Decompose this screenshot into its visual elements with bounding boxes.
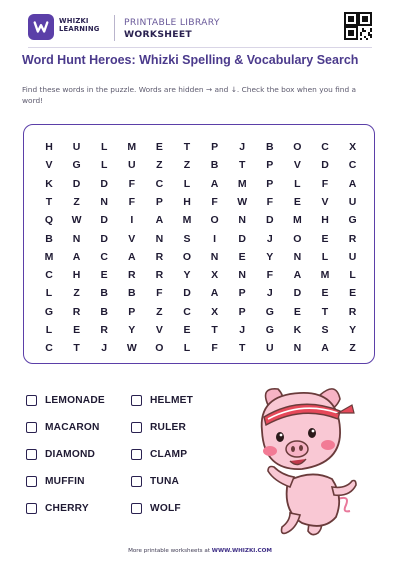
grid-letter[interactable]: L <box>100 159 108 172</box>
grid-letter[interactable]: A <box>321 342 329 355</box>
w-logo-icon <box>32 18 50 36</box>
word-label: CHERRY <box>45 502 89 514</box>
word-label: TUNA <box>150 475 180 487</box>
word-checkbox[interactable] <box>131 503 142 514</box>
qr-module <box>370 36 372 38</box>
grid-letter[interactable]: G <box>348 214 357 227</box>
grid-letter[interactable]: E <box>349 287 357 300</box>
word-label: MUFFIN <box>45 475 85 487</box>
grid-letter[interactable]: G <box>265 305 274 318</box>
grid-letter[interactable]: U <box>266 342 274 355</box>
grid-letter[interactable]: D <box>100 177 108 190</box>
word-label: MACARON <box>45 421 100 433</box>
footer-link[interactable]: WWW.WHIZKI.COM <box>211 548 272 554</box>
grid-letter[interactable]: H <box>45 141 53 153</box>
word-item <box>26 393 105 407</box>
grid-letter[interactable]: U <box>348 195 357 208</box>
grid-letter[interactable]: A <box>210 287 219 300</box>
grid-letter[interactable]: N <box>293 342 302 355</box>
grid-letter[interactable]: L <box>100 141 108 153</box>
grid-letter[interactable]: G <box>44 305 54 318</box>
grid-letter[interactable]: V <box>45 159 53 172</box>
qr-module <box>370 30 372 32</box>
grid-letter[interactable]: E <box>293 195 301 208</box>
grid-letter[interactable]: L <box>349 269 356 282</box>
footer-text: More printable worksheets at <box>128 548 210 554</box>
grid-letter[interactable]: L <box>183 177 191 190</box>
grid-letter[interactable]: K <box>293 324 302 336</box>
qr-module <box>362 16 368 22</box>
grid-letter[interactable]: X <box>349 141 357 153</box>
grid-letter[interactable]: E <box>183 324 191 336</box>
grid-letter[interactable]: B <box>266 141 274 153</box>
word-checkbox[interactable] <box>131 422 142 433</box>
grid-letter[interactable]: T <box>73 342 80 355</box>
grid-letter[interactable]: R <box>128 269 136 282</box>
word-checkbox[interactable] <box>26 503 37 514</box>
grid-letter[interactable]: X <box>211 305 219 318</box>
grid-letter[interactable]: R <box>72 305 81 318</box>
grid-letter[interactable]: F <box>156 287 163 300</box>
word-checkbox[interactable] <box>26 476 37 487</box>
grid-letter[interactable]: N <box>293 250 302 263</box>
grid-letter[interactable]: N <box>155 232 164 245</box>
word-item <box>131 474 179 488</box>
word-item <box>26 447 95 461</box>
grid-letter[interactable]: I <box>213 232 217 245</box>
grid-letter[interactable]: R <box>155 250 164 263</box>
grid-letter[interactable]: A <box>155 214 164 227</box>
grid-letter[interactable]: R <box>155 269 164 282</box>
grid-letter[interactable]: E <box>293 305 301 318</box>
grid-letter[interactable]: F <box>128 177 135 190</box>
header <box>28 12 372 44</box>
grid-letter[interactable]: S <box>321 324 329 336</box>
grid-letter[interactable]: A <box>210 177 219 190</box>
grid-letter[interactable]: A <box>348 177 357 190</box>
grid-letter[interactable]: N <box>238 269 246 282</box>
grid-letter[interactable]: H <box>321 214 329 227</box>
grid-letter[interactable]: H <box>183 195 191 208</box>
grid-letter[interactable]: J <box>239 141 246 153</box>
grid-letter[interactable]: D <box>100 232 108 245</box>
brand-line1: WHIZKI <box>59 17 89 25</box>
word-label: LEMONADE <box>45 394 105 406</box>
qr-module <box>360 34 362 36</box>
grid-letter[interactable]: V <box>293 159 301 172</box>
grid-letter[interactable]: B <box>45 232 53 245</box>
grid-letter[interactable]: F <box>321 177 329 190</box>
grid-letter[interactable]: R <box>100 324 108 336</box>
word-checkbox[interactable] <box>131 449 142 460</box>
grid-letter[interactable]: G <box>72 159 81 172</box>
grid-letter[interactable]: U <box>348 250 357 263</box>
grid-letter[interactable]: Y <box>183 269 191 282</box>
word-checkbox[interactable] <box>131 476 142 487</box>
grid-letter[interactable]: J <box>239 324 246 336</box>
grid-letter[interactable]: A <box>293 269 302 282</box>
grid-letter[interactable]: S <box>183 232 191 245</box>
grid-letter[interactable]: T <box>45 195 53 208</box>
word-checkbox[interactable] <box>26 395 37 406</box>
grid-letter[interactable]: M <box>127 141 137 153</box>
grid-letter[interactable]: O <box>210 214 219 227</box>
grid-letter[interactable]: C <box>155 177 164 190</box>
grid-letter[interactable]: N <box>100 195 108 208</box>
qr-module <box>364 30 366 32</box>
grid-letter[interactable]: U <box>128 159 136 172</box>
word-checkbox[interactable] <box>26 422 37 433</box>
grid-letter[interactable]: M <box>320 269 330 282</box>
whizki-logo <box>28 14 54 40</box>
grid-letter[interactable]: R <box>348 232 357 245</box>
grid-letter[interactable]: P <box>155 195 163 208</box>
grid-letter[interactable]: P <box>128 305 136 318</box>
word-item <box>26 501 89 515</box>
grid-letter[interactable]: E <box>321 287 329 300</box>
brand-name <box>59 17 100 34</box>
grid-letter[interactable]: B <box>100 305 108 318</box>
grid-letter[interactable]: Z <box>156 159 163 172</box>
grid-letter[interactable]: P <box>238 287 246 300</box>
grid-letter[interactable]: R <box>348 305 357 318</box>
word-label: RULER <box>150 421 187 433</box>
grid-letter[interactable]: D <box>293 287 302 300</box>
brand-line2: LEARNING <box>59 25 100 34</box>
grid-letter[interactable]: V <box>155 324 163 336</box>
qr-module <box>366 38 368 40</box>
library-label <box>124 17 220 40</box>
grid-letter[interactable]: Z <box>73 287 80 300</box>
grid-letter[interactable]: T <box>321 305 329 318</box>
grid-letter[interactable]: V <box>321 195 329 208</box>
grid-letter[interactable]: D <box>183 287 191 300</box>
grid-letter[interactable]: J <box>266 232 273 245</box>
grid-letter[interactable]: N <box>238 214 246 227</box>
grid-letter[interactable]: C <box>321 141 329 153</box>
grid-letter[interactable]: P <box>266 177 274 190</box>
word-item <box>26 474 85 488</box>
grid-letter[interactable]: B <box>210 159 219 172</box>
grid-letter[interactable]: Y <box>128 324 136 336</box>
grid-letter[interactable]: F <box>211 342 218 355</box>
grid-letter[interactable]: O <box>293 232 302 245</box>
grid-letter[interactable]: Z <box>349 342 356 355</box>
grid-letter[interactable]: Z <box>183 159 191 172</box>
grid-letter[interactable]: C <box>183 305 191 318</box>
grid-letter[interactable]: W <box>237 195 248 208</box>
grid-letter[interactable]: E <box>238 250 246 263</box>
grid-letter[interactable]: F <box>211 195 218 208</box>
grid-letter[interactable]: D <box>72 177 81 190</box>
pig-mascot-illustration <box>250 383 362 545</box>
grid-letter[interactable]: I <box>130 214 134 227</box>
grid-letter[interactable]: D <box>266 214 274 227</box>
grid-letter[interactable]: D <box>238 232 246 245</box>
grid-letter[interactable]: L <box>294 177 301 190</box>
grid-letter[interactable]: T <box>238 159 246 172</box>
grid-letter[interactable]: T <box>211 324 218 336</box>
grid-letter[interactable]: H <box>72 269 81 282</box>
grid-letter[interactable]: D <box>321 159 329 172</box>
qr-code-icon <box>344 12 372 40</box>
grid-letter[interactable]: L <box>183 342 191 355</box>
word-label: CLAMP <box>150 448 188 460</box>
grid-letter[interactable]: V <box>128 232 136 245</box>
word-label: WOLF <box>150 502 181 514</box>
header-divider <box>114 15 115 41</box>
grid-letter[interactable]: Z <box>156 305 163 318</box>
grid-letter[interactable]: W <box>71 214 82 227</box>
word-search-grid <box>23 124 375 364</box>
grid-letter[interactable]: P <box>266 159 274 172</box>
grid-letter[interactable]: X <box>211 269 219 282</box>
grid-letter[interactable]: J <box>101 342 108 355</box>
grid-letter[interactable]: O <box>155 342 164 355</box>
word-label: DIAMOND <box>45 448 96 460</box>
grid-letter[interactable]: B <box>100 287 108 300</box>
grid-letter[interactable]: C <box>45 342 53 355</box>
grid-letter[interactable]: A <box>72 250 81 263</box>
qr-module <box>360 38 362 40</box>
grid-letter[interactable]: M <box>182 214 192 227</box>
word-item <box>26 420 100 434</box>
grid-letter[interactable]: M <box>44 250 54 263</box>
grid-letter[interactable]: Q <box>44 214 54 227</box>
grid-letter[interactable]: L <box>321 250 329 263</box>
grid-letter[interactable]: K <box>45 177 53 190</box>
grid-letter[interactable]: T <box>183 141 191 153</box>
grid-letter[interactable]: U <box>72 141 81 153</box>
grid-letter[interactable]: Y <box>349 324 357 336</box>
grid-letter[interactable]: N <box>72 232 81 245</box>
instructions: Find these words in the puzzle. Words are hidden → and ↓. Check the box when you find a word! <box>22 85 357 105</box>
grid-letter[interactable]: G <box>265 324 274 336</box>
grid-letter[interactable]: M <box>293 214 302 227</box>
word-item <box>131 420 186 434</box>
grid-letter[interactable]: W <box>126 342 137 355</box>
grid-letter[interactable]: C <box>348 159 357 172</box>
grid-letter[interactable]: C <box>100 250 108 263</box>
word-item <box>131 447 187 461</box>
grid-letter[interactable]: E <box>321 232 329 245</box>
qr-module <box>348 30 354 36</box>
grid-letter[interactable]: J <box>266 287 273 300</box>
grid-letter[interactable]: A <box>128 250 136 263</box>
grid-letter[interactable]: N <box>210 250 219 263</box>
grid-letter[interactable]: E <box>155 141 163 153</box>
qr-module <box>348 16 354 22</box>
grid-letter[interactable]: F <box>266 269 273 282</box>
grid-letter[interactable]: E <box>73 324 81 336</box>
word-label: HELMET <box>150 394 194 406</box>
grid-letter[interactable]: Z <box>73 195 80 208</box>
grid-letter[interactable]: L <box>45 324 53 336</box>
grid-letter[interactable]: P <box>211 141 219 153</box>
grid-letter[interactable]: Y <box>266 250 274 263</box>
word-item <box>131 393 193 407</box>
grid-letter[interactable]: B <box>128 287 136 300</box>
grid-letter[interactable]: P <box>238 305 246 318</box>
grid-letter[interactable]: D <box>100 214 108 227</box>
worksheet-text: WORKSHEET <box>124 28 192 40</box>
word-item <box>131 501 181 515</box>
library-text: PRINTABLE LIBRARY <box>124 17 220 28</box>
grid-letter[interactable]: C <box>45 269 53 282</box>
grid-letter[interactable]: T <box>238 342 246 355</box>
grid-letter[interactable]: F <box>128 195 135 208</box>
footer <box>0 548 400 554</box>
word-checkbox[interactable] <box>26 449 37 460</box>
grid-letter[interactable]: M <box>237 177 247 190</box>
grid-letter[interactable]: L <box>45 287 53 300</box>
grid-letter[interactable]: F <box>266 195 273 208</box>
header-rule <box>28 47 372 48</box>
page-title: Word Hunt Heroes: Whizki Spelling & Vocabulary Search <box>22 53 359 67</box>
grid-letter[interactable]: O <box>293 141 302 153</box>
word-checkbox[interactable] <box>131 395 142 406</box>
grid-letter[interactable]: E <box>100 269 108 282</box>
grid-letter[interactable]: O <box>182 250 192 263</box>
